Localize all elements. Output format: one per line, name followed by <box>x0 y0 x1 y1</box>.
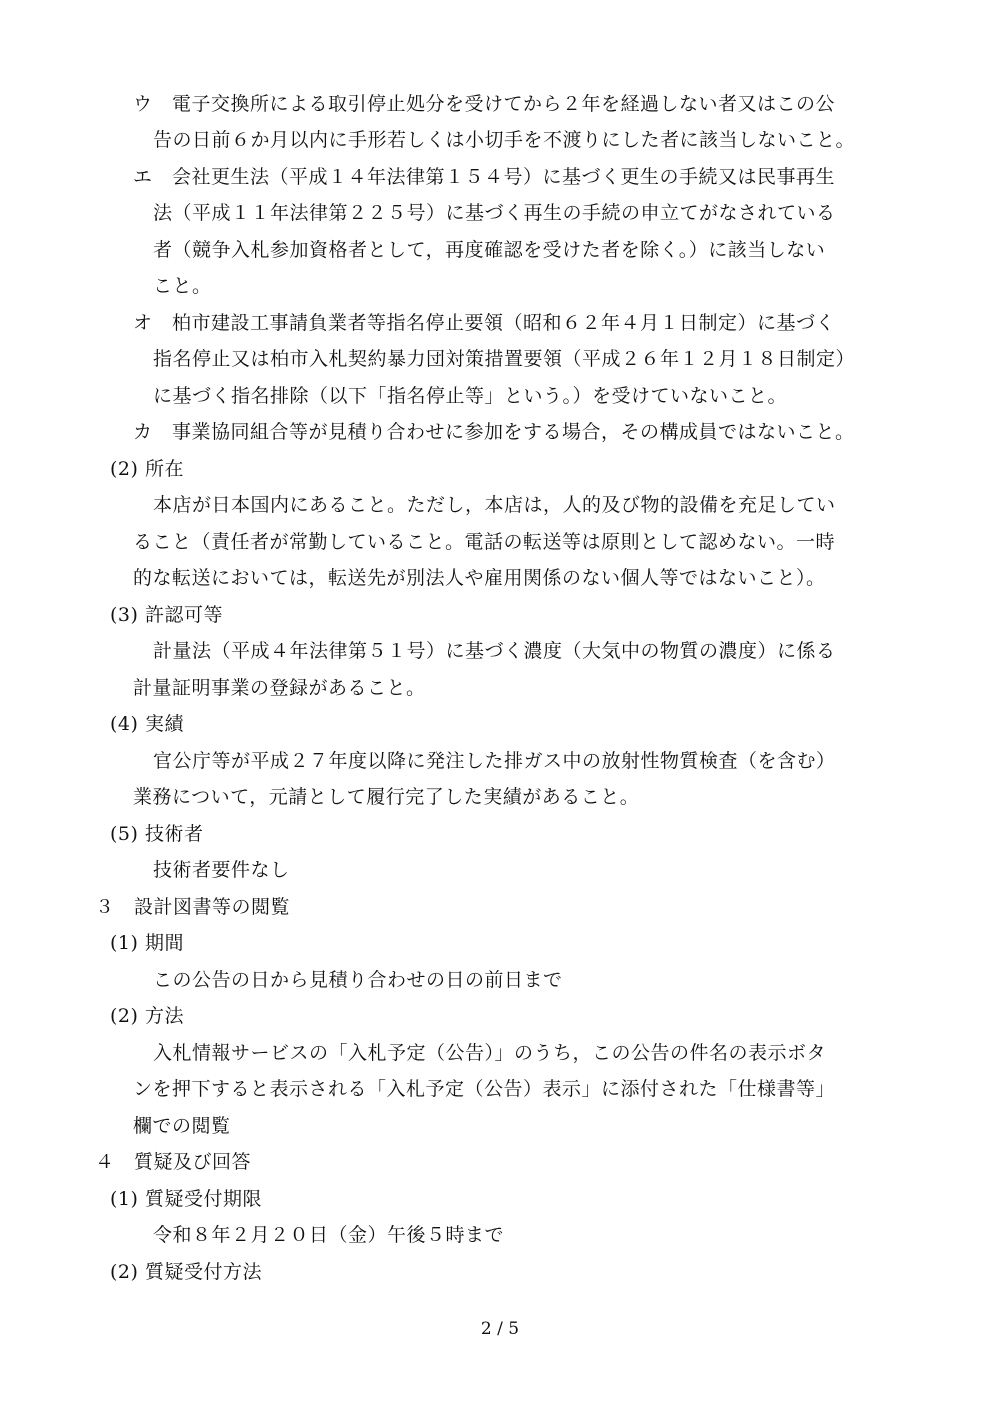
chapter-3-item-2-text-line-2: ンを押下すると表示される「入札予定（公告）表示」に添付された「仕様書等」 <box>133 1078 836 1100</box>
chapter-3-item-1-text: この公告の日から見積り合わせの日の前日まで <box>153 969 563 991</box>
section-2-text-line-2: ること（責任者が常勤していること。電話の転送等は原則として認めない。一時 <box>133 531 836 553</box>
chapter-4-heading: ４ 質疑及び回答 <box>95 1151 252 1173</box>
item-u-line-2: 告の日前６か月以内に手形若しくは小切手を不渡りにした者に該当しないこと。 <box>153 129 856 151</box>
item-e-line-2: 法（平成１１年法律第２２５号）に基づく再生の手続の申立てがなされている <box>153 202 836 224</box>
section-4-text-line-1: 官公庁等が平成２７年度以降に発注した排ガス中の放射性物質検査（を含む） <box>153 750 836 772</box>
chapter-3-item-2-text-line-1: 入札情報サービスの「入札予定（公告）」のうち，この公告の件名の表示ボタ <box>153 1042 827 1064</box>
section-3-heading: (3) 許認可等 <box>110 604 223 626</box>
item-e-line-1: エ 会社更生法（平成１４年法律第１５４号）に基づく更生の手続又は民事再生 <box>133 166 836 188</box>
section-5-heading: (5) 技術者 <box>110 823 204 845</box>
section-2-text-line-3: 的な転送においては，転送先が別法人や雇用関係のない個人等ではないこと）。 <box>133 567 826 589</box>
item-o-line-1: オ 柏市建設工事請負業者等指名停止要領（昭和６２年４月１日制定）に基づく <box>133 312 836 334</box>
item-o-line-3: に基づく指名排除（以下「指名停止等」という。）を受けていないこと。 <box>153 385 788 407</box>
item-ka-line-1: カ 事業協同組合等が見積り合わせに参加をする場合，その構成員ではないこと。 <box>133 421 855 443</box>
section-3-text-line-2: 計量証明事業の登録があること。 <box>133 677 426 699</box>
section-2-heading: (2) 所在 <box>110 458 184 480</box>
chapter-3-heading: ３ 設計図書等の閲覧 <box>95 896 291 918</box>
item-e-line-4: こと。 <box>153 275 212 297</box>
section-5-text-line-1: 技術者要件なし <box>153 859 290 881</box>
chapter-3-item-2-text-line-3: 欄での閲覧 <box>133 1115 231 1137</box>
chapter-4-item-1-text: 令和８年２月２０日（金）午後５時まで <box>153 1224 505 1246</box>
chapter-3-item-2-heading: (2) 方法 <box>110 1005 184 1027</box>
chapter-4-item-2-heading: (2) 質疑受付方法 <box>110 1261 262 1283</box>
page-number: 2 / 5 <box>480 1319 520 1339</box>
section-2-text-line-1: 本店が日本国内にあること。ただし，本店は，人的及び物的設備を充足してい <box>153 494 836 516</box>
chapter-4-item-1-heading: (1) 質疑受付期限 <box>110 1188 262 1210</box>
section-4-heading: (4) 実績 <box>110 713 184 735</box>
section-3-text-line-1: 計量法（平成４年法律第５１号）に基づく濃度（大気中の物質の濃度）に係る <box>153 640 836 662</box>
chapter-3-item-1-heading: (1) 期間 <box>110 932 184 954</box>
item-u-line-1: ウ 電子交換所による取引停止処分を受けてから２年を経過しない者又はこの公 <box>133 93 836 115</box>
item-e-line-3: 者（競争入札参加資格者として，再度確認を受けた者を除く。）に該当しない <box>153 239 826 261</box>
section-4-text-line-2: 業務について，元請として履行完了した実績があること。 <box>133 786 640 808</box>
item-o-line-2: 指名停止又は柏市入札契約暴力団対策措置要領（平成２６年１２月１８日制定） <box>153 348 856 370</box>
